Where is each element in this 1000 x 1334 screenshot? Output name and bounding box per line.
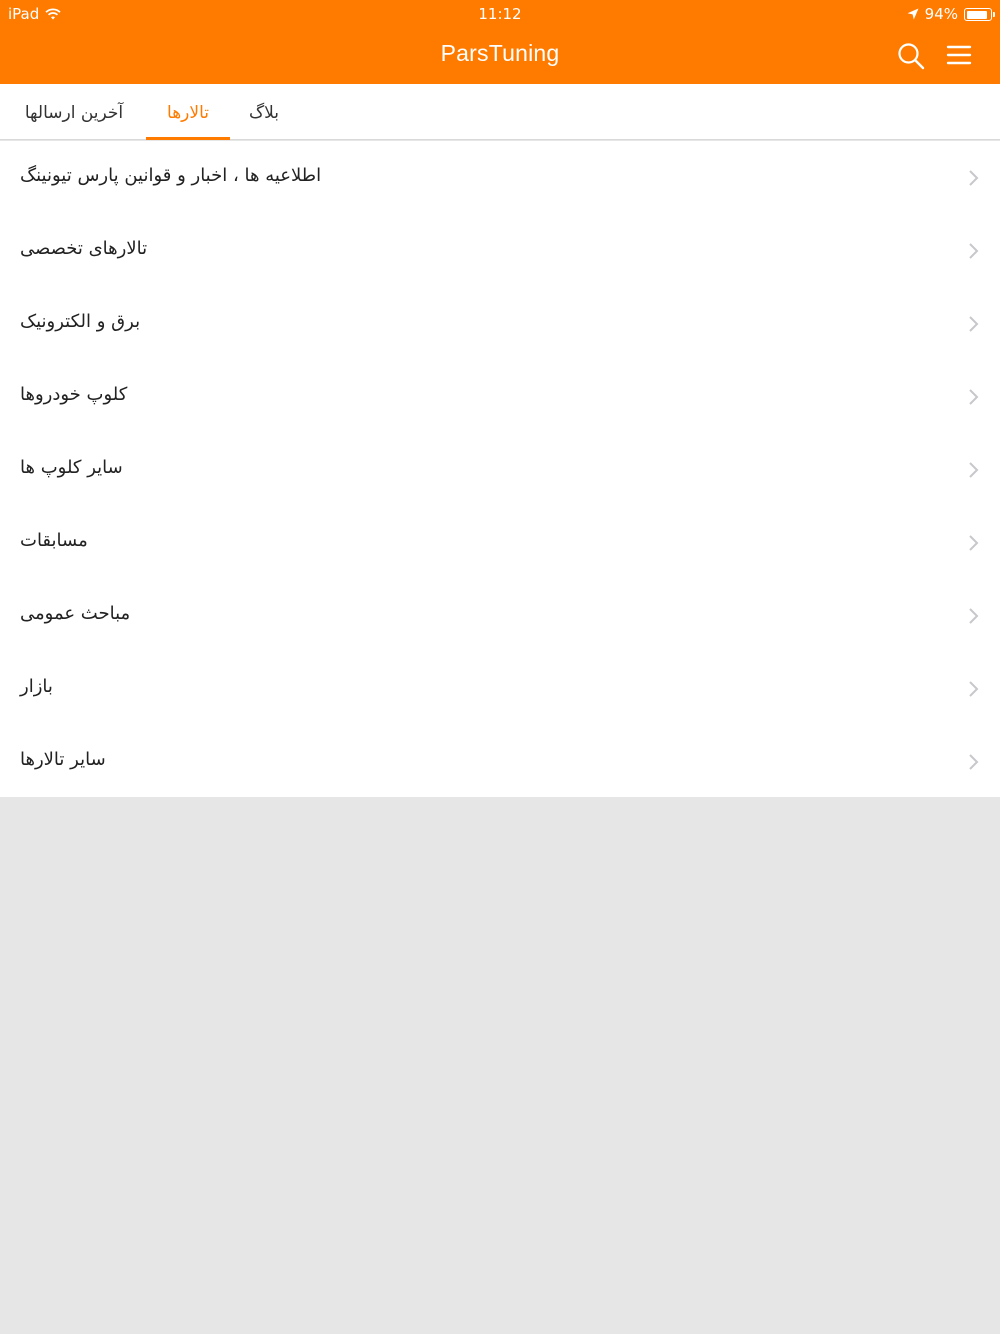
app-title: ParsTuning: [440, 40, 560, 66]
forum-item-label: مباحث عمومی: [20, 603, 131, 624]
tab-forums[interactable]: تالارها: [146, 84, 230, 140]
status-bar: [0, 0, 1000, 28]
search-button[interactable]: [896, 41, 926, 71]
tab-blog[interactable]: بلاگ: [248, 103, 280, 123]
forum-item-competitions[interactable]: [0, 506, 1000, 579]
device-name: iPad: [8, 5, 40, 23]
forum-item-label: سایر تالارها: [20, 749, 106, 770]
app-header: [0, 0, 1000, 84]
tab-latest-posts[interactable]: آخرین ارسالها: [24, 103, 124, 123]
forum-list: [0, 141, 1000, 797]
forum-item-label: تالارهای تخصصی: [20, 238, 148, 259]
chevron-right-icon: [966, 242, 980, 260]
forum-item-label: سایر کلوپ ها: [20, 457, 123, 478]
chevron-right-icon: [966, 753, 980, 771]
chevron-right-icon: [966, 534, 980, 552]
forum-item-market[interactable]: [0, 652, 1000, 725]
forum-item-label: اطلاعیه ها ، اخبار و قوانین پارس تیونینگ: [20, 165, 322, 186]
forum-item-label: بازار: [20, 676, 53, 697]
forum-item-other-forums[interactable]: [0, 725, 1000, 798]
battery-icon: [964, 8, 992, 21]
chevron-right-icon: [966, 461, 980, 479]
chevron-right-icon: [966, 388, 980, 406]
status-time: 11:12: [478, 5, 522, 23]
battery-fill: [967, 11, 988, 19]
forum-item-other-clubs[interactable]: [0, 433, 1000, 506]
forum-item-general-discussion[interactable]: [0, 579, 1000, 652]
chevron-right-icon: [966, 169, 980, 187]
forum-item-label: کلوپ خودروها: [20, 384, 128, 405]
menu-button[interactable]: [944, 41, 974, 71]
chevron-right-icon: [966, 315, 980, 333]
status-right: [907, 5, 992, 23]
chevron-right-icon: [966, 680, 980, 698]
chevron-right-icon: [966, 607, 980, 625]
forum-item-announcements[interactable]: [0, 141, 1000, 214]
location-arrow-icon: [907, 8, 919, 20]
tab-bar: [0, 84, 1000, 140]
forum-item-label: مسابقات: [20, 530, 88, 551]
forum-item-specialized-forums[interactable]: [0, 214, 1000, 287]
menu-icon: [944, 41, 974, 71]
battery-percent: 94%: [924, 5, 958, 23]
search-icon: [896, 41, 926, 71]
forum-item-electronics[interactable]: [0, 287, 1000, 360]
forum-item-car-clubs[interactable]: [0, 360, 1000, 433]
forum-item-label: برق و الکترونیک: [20, 311, 141, 332]
